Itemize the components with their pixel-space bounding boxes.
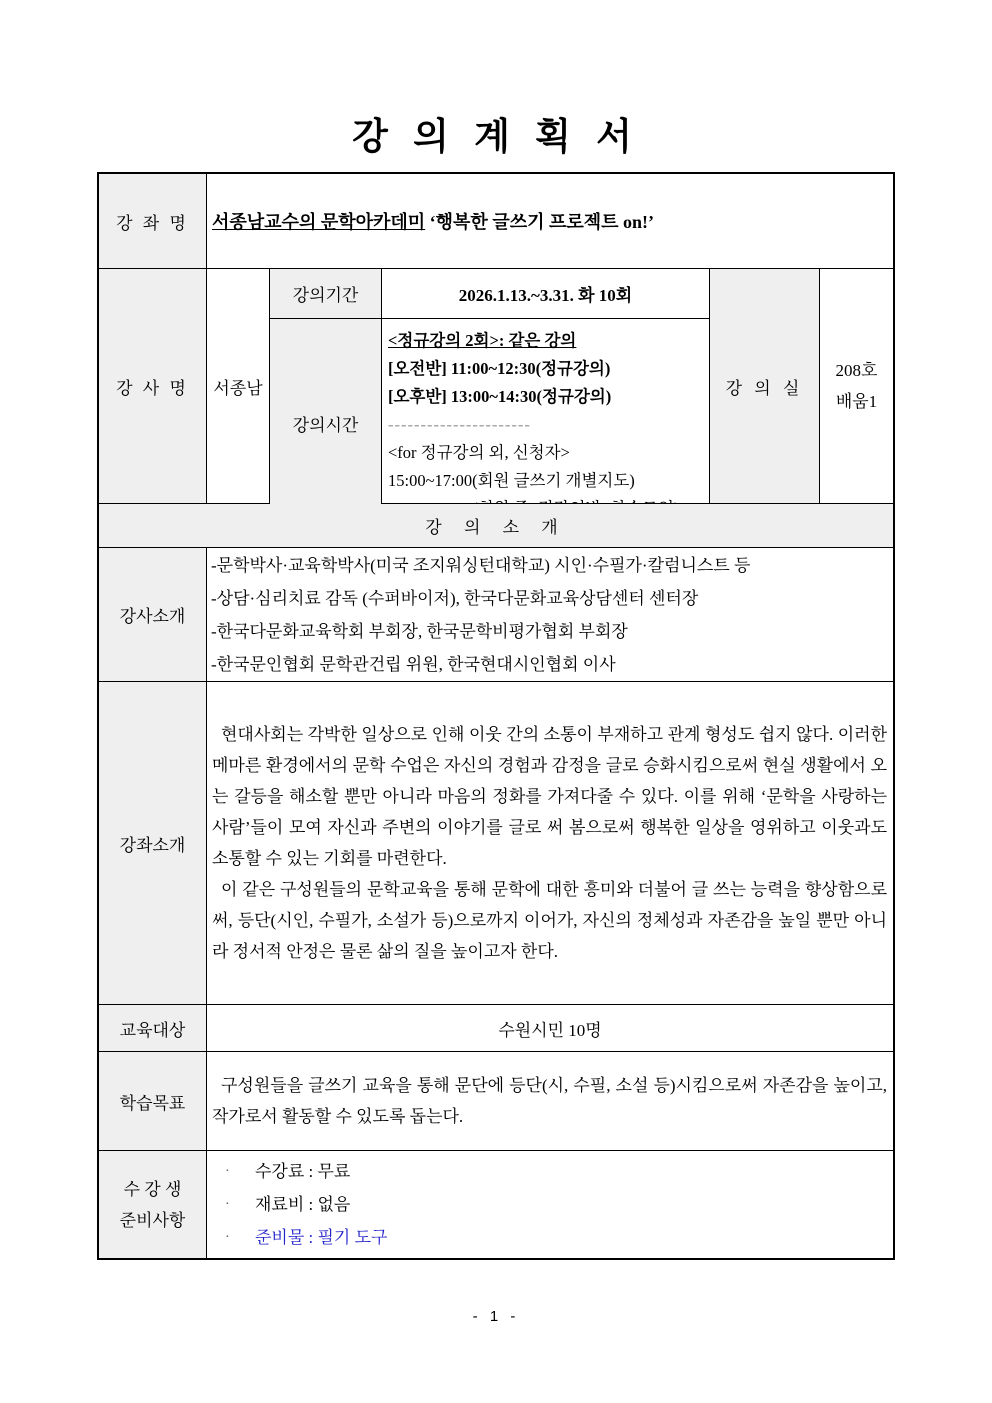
instructor-row xyxy=(99,268,893,503)
course-intro-paragraph1: 현대사회는 각박한 일상으로 인해 이웃 간의 소통이 부재하고 관계 형성도 쉽지 않다. 이러한 메마른 환경에서의 문학 수업은 자신의 경험과 감정을 글로 승화시킴으로써 현실 생활에서 오는 갈등을 해소할 뿐만 아니라 마음의 정화를 가져다줄 수 있다. 이를 위해 ‘문학을 사랑하는 사람’들이 모여 자신과 주변의 이야기를 글로 써 봄으로써 행복한 일상을 영위하고 이웃과도 소통할 수 있는 기회를 마련한다. xyxy=(212,725,887,868)
prep-label xyxy=(99,1151,206,1258)
course-name-underlined: 서종남교수의 문학아카데미 xyxy=(212,212,426,232)
prep-item-supplies-text: 준비물 : 필기 도구 xyxy=(255,1228,388,1247)
course-intro-label: 강좌소개 xyxy=(99,682,206,1004)
time-line-regular-header: <정규강의 2회>: 같은 강의 xyxy=(388,331,577,350)
lecture-plan-table xyxy=(97,172,895,1260)
course-intro-row xyxy=(99,681,893,1004)
instructor-intro-line: -문학박사·교육학박사(미국 조지워싱턴대학교) 시인·수필가·칼럼니스트 등 xyxy=(211,555,751,575)
time-line-afternoon: [오후반] 13:00~14:30(정규강의) xyxy=(388,387,612,406)
course-name-value xyxy=(206,174,893,268)
course-intro-paragraph2: 이 같은 구성원들의 문학교육을 통해 문학에 대한 흥미와 더불어 글 쓰는 능력을 향상함으로써, 등단(시인, 수필가, 소설가 등)으로까지 이어가, 자신의 정체성과 자존감을 높일 뿐만 아니라 정서적 안정은 물론 삶의 질을 높이고자 한다. xyxy=(212,880,887,961)
intro-header: 강 의 소 개 xyxy=(99,504,893,547)
room-number: 208호 xyxy=(835,361,878,380)
course-name-label: 강 좌 명 xyxy=(99,174,206,268)
instructor-name: 서종남 xyxy=(206,269,269,503)
bullet-icon: · xyxy=(225,1197,230,1212)
room-label: 강 의 실 xyxy=(709,269,819,503)
bullet-icon: · xyxy=(225,1230,230,1245)
instructor-intro-line: -한국다문화교육학회 부회장, 한국문학비평가협회 부회장 xyxy=(211,621,628,641)
schedule-column xyxy=(269,269,709,503)
period-label: 강의기간 xyxy=(270,269,381,318)
course-name-row xyxy=(99,174,893,268)
prep-item-fee xyxy=(225,1155,893,1188)
instructor-intro-line: -한국문인협회 문학관건립 위원, 한국현대시인협회 이사 xyxy=(211,654,616,674)
time-subrow xyxy=(270,319,709,527)
prep-item-material-cost xyxy=(225,1188,893,1221)
goal-row xyxy=(99,1051,893,1150)
goal-label: 학습목표 xyxy=(99,1052,206,1150)
instructor-intro-label: 강사소개 xyxy=(99,548,206,681)
time-line-morning: [오전반] 11:00~12:30(정규강의) xyxy=(388,359,611,378)
prep-label-line1: 수 강 생 xyxy=(123,1179,182,1199)
course-name-rest: ‘행복한 글쓰기 프로젝트 on!’ xyxy=(425,212,655,232)
page-title: 강 의 계 획 서 xyxy=(352,117,640,158)
goal-text: 구성원들을 글쓰기 교육을 통해 문단에 등단(시, 수필, 소설 등)시킴으로써 자존감을 높이고, 작가로서 활동할 수 있도록 돕는다. xyxy=(212,1076,887,1126)
room-value xyxy=(819,269,893,503)
prep-item-fee-text: 수강료 : 무료 xyxy=(255,1162,351,1181)
target-row xyxy=(99,1004,893,1051)
target-value: 수원시민 10명 xyxy=(206,1005,893,1051)
period-value: 2026.1.13.~3.31. 화 10회 xyxy=(381,269,709,318)
time-label: 강의시간 xyxy=(270,319,381,527)
prep-value xyxy=(206,1151,893,1258)
time-line-extra-header: <for 정규강의 외, 신청자> xyxy=(388,443,570,462)
time-line-extra1: 15:00~17:00(회원 글쓰기 개별지도) xyxy=(388,471,635,490)
time-divider: ---------------------- xyxy=(388,415,531,434)
instructor-label: 강 사 명 xyxy=(99,269,206,503)
time-value xyxy=(381,319,709,527)
prep-item-material-cost-text: 재료비 : 없음 xyxy=(255,1195,351,1214)
bullet-icon: · xyxy=(225,1164,230,1179)
instructor-intro-value xyxy=(206,548,893,681)
period-subrow xyxy=(270,269,709,319)
intro-header-row xyxy=(99,503,893,547)
prep-row xyxy=(99,1150,893,1258)
goal-value xyxy=(206,1052,893,1150)
prep-item-supplies xyxy=(225,1221,893,1254)
target-label: 교육대상 xyxy=(99,1005,206,1051)
page-number: - 1 - xyxy=(472,1308,520,1325)
instructor-intro-line: -상담·심리치료 감독 (수퍼바이저), 한국다문화교육상담센터 센터장 xyxy=(211,588,699,608)
prep-label-line2: 준비사항 xyxy=(119,1210,186,1230)
instructor-intro-row xyxy=(99,547,893,681)
room-building: 배움1 xyxy=(835,392,878,411)
course-intro-value xyxy=(206,682,893,1004)
